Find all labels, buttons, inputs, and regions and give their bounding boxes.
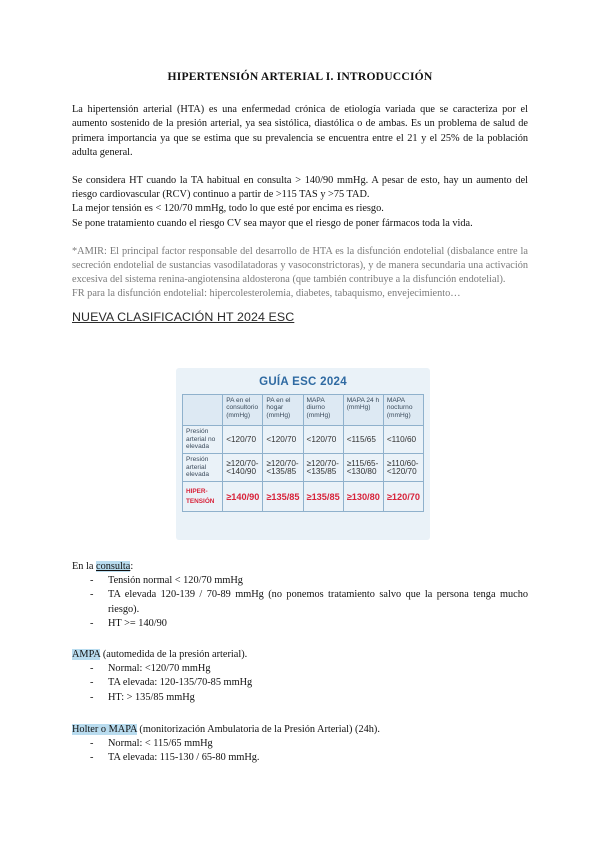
mapa-heading	[72, 723, 528, 737]
table-cell: ≥120/70-<140/90	[223, 454, 263, 482]
criteria-line-3: Se pone tratamiento cuando el riesgo CV sea mayor que el riesgo de poner fármacos toda la vida.	[72, 217, 473, 229]
consulta-list	[90, 574, 528, 631]
guia-esc-table-image	[176, 368, 430, 540]
table-cell: ≥120/70	[383, 482, 423, 512]
mapa-section	[72, 723, 528, 766]
row-label: HIPER-TENSIÓN	[183, 482, 223, 512]
ampa-desc: (automedida de la presión arterial).	[102, 649, 248, 660]
criteria-paragraph	[72, 174, 528, 231]
amir-note	[72, 245, 528, 302]
mapa-desc: (monitorización Ambulatoria de la Presión Arterial) (24h).	[139, 724, 380, 735]
list-item: - TA elevada 120-139 / 70-89 mmHg (no ponemos tratamiento salvo que la persona tenga mucho riesgo).	[90, 588, 528, 616]
table-corner	[183, 395, 223, 426]
table-row	[183, 426, 424, 454]
table-header: MAPA nocturno (mmHg)	[383, 395, 423, 426]
amir-text: *AMIR: El principal factor responsable del desarrollo de HTA es la disfunción endotelial (disbalance entre la secreción endotelial de sustancias vasodilatadoras y vasoconstrictoras), y de manera secundaria una activación excesiva del sistema renina-angiotensina aldosterona (que también contribuye a la disfunción endotelial).	[72, 245, 528, 286]
table-header-row	[183, 395, 424, 426]
table-header: MAPA 24 h (mmHg)	[343, 395, 383, 426]
ampa-section	[72, 648, 528, 705]
list-item: - TA elevada: 115-130 / 65-80 mmHg.	[90, 751, 528, 765]
classification-table	[182, 394, 424, 512]
table-cell: ≥135/85	[303, 482, 343, 512]
list-item: - Normal: <120/70 mmHg	[90, 662, 528, 676]
list-item: - Tensión normal < 120/70 mmHg	[90, 574, 528, 588]
page-title: HIPERTENSIÓN ARTERIAL I. INTRODUCCIÓN	[167, 70, 433, 83]
list-item: - HT >= 140/90	[90, 617, 528, 631]
table-header: MAPA diurno (mmHg)	[303, 395, 343, 426]
table-cell: <120/70	[223, 426, 263, 454]
table-cell: <110/60	[383, 426, 423, 454]
row-label: Presión arterial no elevada	[183, 426, 223, 454]
mapa-list	[90, 737, 528, 765]
table-cell: ≥110/60-<120/70	[383, 454, 423, 482]
list-item: - Normal: < 115/65 mmHg	[90, 737, 528, 751]
ampa-list	[90, 662, 528, 705]
consulta-section	[72, 560, 528, 631]
table-row	[183, 454, 424, 482]
table-header: PA en el consultorio (mmHg)	[223, 395, 263, 426]
table-header: PA en el hogar (mmHg)	[263, 395, 303, 426]
amir-fr: FR para la disfunción endotelial: hipercolesterolemia, diabetes, tabaquismo, envejecimiento…	[72, 288, 461, 300]
table-cell: <120/70	[303, 426, 343, 454]
row-label: Presión arterial elevada	[183, 454, 223, 482]
criteria-line-2: La mejor tensión es < 120/70 mmHg, todo lo que esté por encima es riesgo.	[72, 203, 384, 215]
intro-paragraph: La hipertensión arterial (HTA) es una enfermedad crónica de etiología variada que se caracteriza por el aumento sostenido de la presión arterial, ya sea sistólica, diastólica o de ambas. Es un problema de salud de primera importancia ya que se estima que su prevalencia se encuentra entre el 21 y el 25% de la población adulta general.	[72, 104, 528, 158]
table-cell: ≥115/65-<130/80	[343, 454, 383, 482]
consulta-heading: En la consulta:	[72, 561, 134, 572]
table-cell: ≥120/70-<135/85	[303, 454, 343, 482]
ampa-heading	[72, 648, 528, 662]
table-cell: <115/65	[343, 426, 383, 454]
ampa-label: AMPA	[72, 649, 101, 660]
list-item: - HT: > 135/85 mmHg	[90, 691, 528, 705]
table-cell: ≥120/70-<135/85	[263, 454, 303, 482]
table-cell: ≥135/85	[263, 482, 303, 512]
table-row	[183, 482, 424, 512]
table-cell: ≥140/90	[223, 482, 263, 512]
consulta-lead: En la	[72, 561, 94, 572]
list-item: - TA elevada: 120-135/70-85 mmHg	[90, 676, 528, 690]
criteria-line-1: Se considera HT cuando la TA habitual en consulta > 140/90 mmHg. A pesar de esto, hay un aumento del riesgo cardiovascular (RCV) continuo a partir de >115 TAS y >75 TAD.	[72, 175, 528, 201]
mapa-label: Holter o MAPA	[72, 724, 137, 735]
table-cell: <120/70	[263, 426, 303, 454]
consulta-label: consulta	[96, 561, 131, 572]
table-cell: ≥130/80	[343, 482, 383, 512]
guia-title: GUÍA ESC 2024	[259, 376, 347, 388]
section-title: NUEVA CLASIFICACIÓN HT 2024 ESC	[72, 309, 295, 324]
